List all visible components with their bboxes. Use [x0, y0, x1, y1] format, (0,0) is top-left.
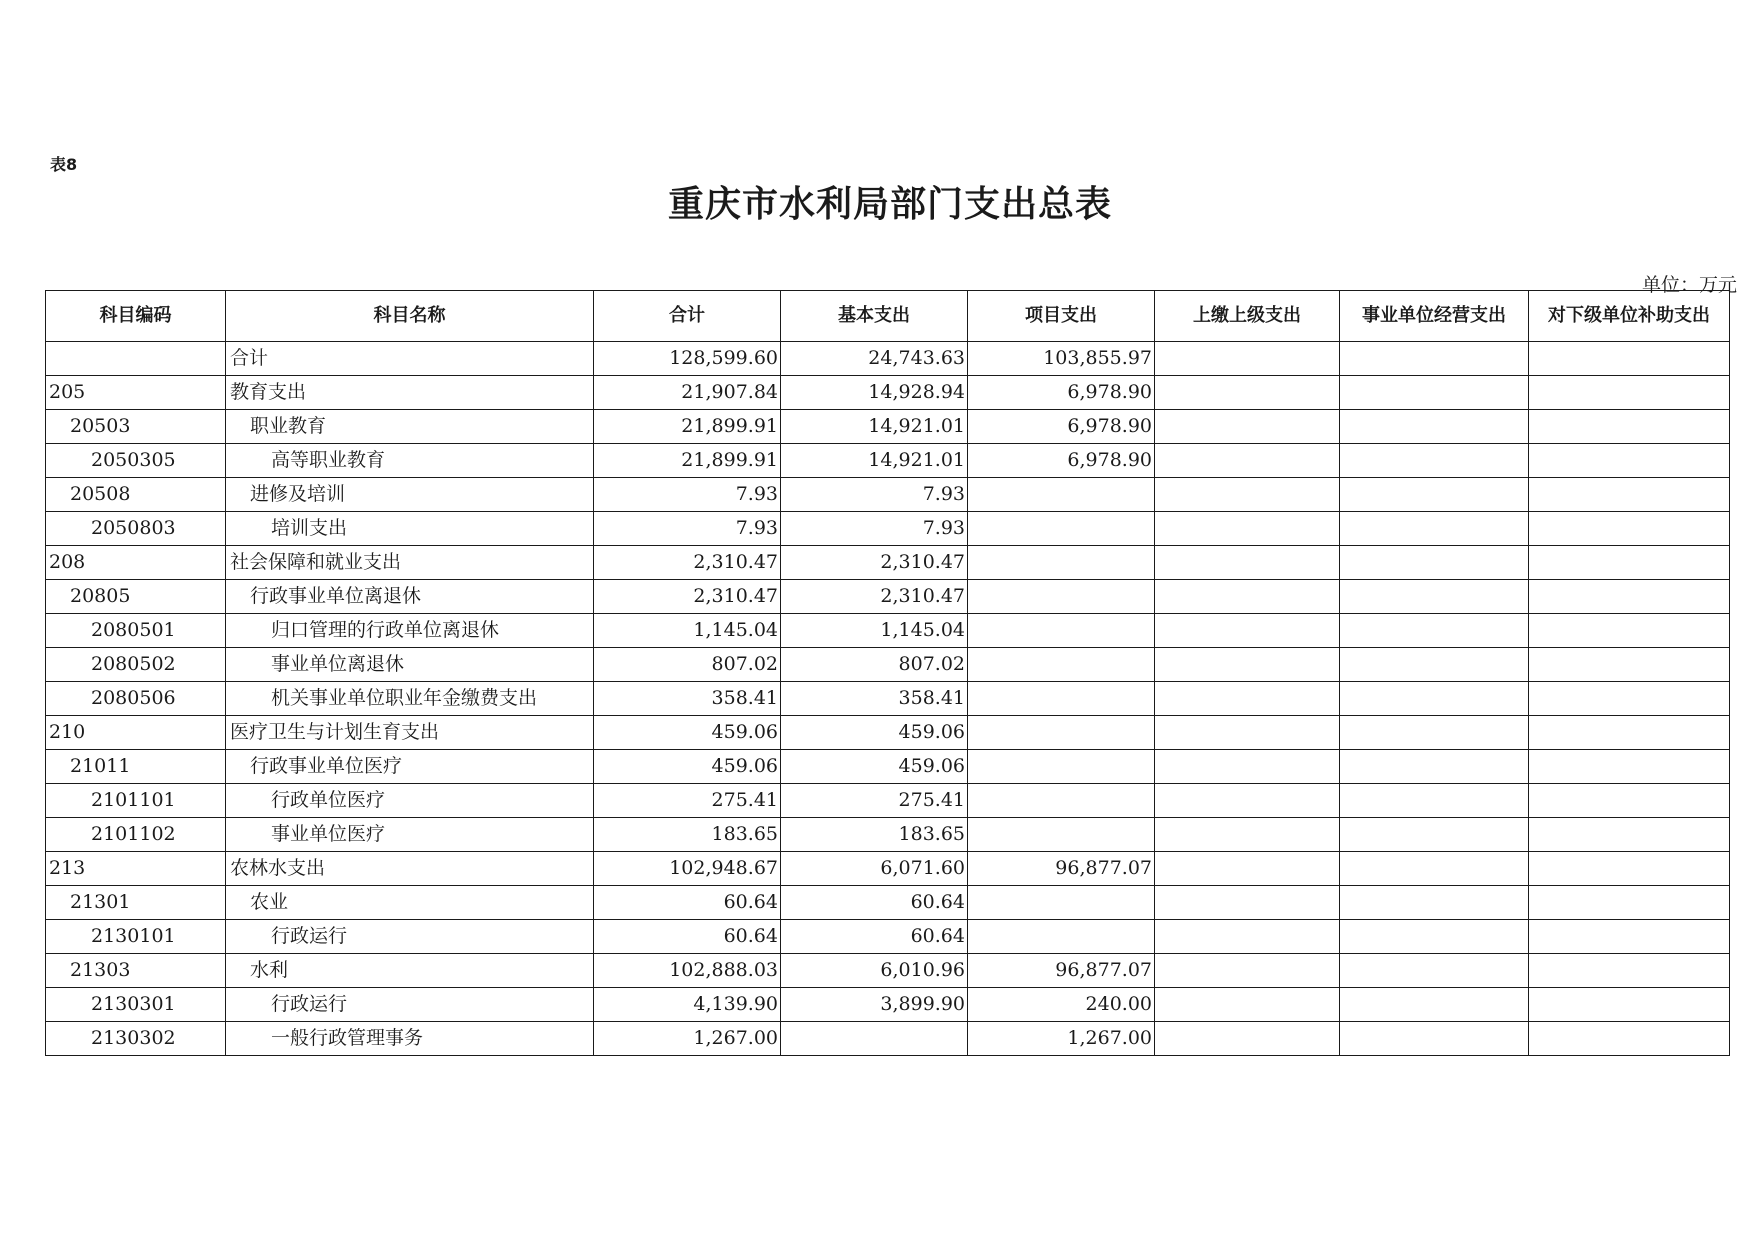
table-row — [46, 342, 1730, 376]
table-number: 表8 — [50, 155, 78, 174]
cell-code: 2080506 — [46, 682, 226, 716]
cell-total: 102,948.67 — [594, 852, 781, 886]
cell-total: 358.41 — [594, 682, 781, 716]
cell-code: 20503 — [46, 410, 226, 444]
table-row — [46, 886, 1730, 920]
cell-code: 2050305 — [46, 444, 226, 478]
table-row — [46, 954, 1730, 988]
cell-business — [1340, 920, 1529, 954]
header-basic: 基本支出 — [781, 291, 968, 342]
cell-business — [1340, 410, 1529, 444]
cell-subsidy — [1529, 886, 1730, 920]
cell-project — [968, 920, 1155, 954]
table-row — [46, 580, 1730, 614]
cell-business — [1340, 580, 1529, 614]
cell-project — [968, 512, 1155, 546]
cell-upper — [1155, 376, 1340, 410]
cell-name: 行政单位医疗 — [226, 784, 594, 818]
cell-upper — [1155, 342, 1340, 376]
cell-project — [968, 478, 1155, 512]
cell-total: 128,599.60 — [594, 342, 781, 376]
cell-project: 96,877.07 — [968, 852, 1155, 886]
cell-name: 农业 — [226, 886, 594, 920]
cell-name: 行政事业单位医疗 — [226, 750, 594, 784]
table-row — [46, 988, 1730, 1022]
header-name: 科目名称 — [226, 291, 594, 342]
cell-code: 2101101 — [46, 784, 226, 818]
cell-project: 6,978.90 — [968, 410, 1155, 444]
cell-upper — [1155, 444, 1340, 478]
cell-code: 2130101 — [46, 920, 226, 954]
cell-total: 7.93 — [594, 512, 781, 546]
cell-basic — [781, 1022, 968, 1056]
cell-basic: 60.64 — [781, 920, 968, 954]
table-body — [46, 342, 1730, 1056]
cell-project: 96,877.07 — [968, 954, 1155, 988]
cell-business — [1340, 954, 1529, 988]
cell-total: 4,139.90 — [594, 988, 781, 1022]
cell-total: 21,899.91 — [594, 444, 781, 478]
cell-upper — [1155, 1022, 1340, 1056]
cell-project: 240.00 — [968, 988, 1155, 1022]
cell-business — [1340, 682, 1529, 716]
cell-name: 高等职业教育 — [226, 444, 594, 478]
cell-total: 459.06 — [594, 716, 781, 750]
cell-upper — [1155, 478, 1340, 512]
cell-subsidy — [1529, 342, 1730, 376]
cell-business — [1340, 342, 1529, 376]
cell-upper — [1155, 818, 1340, 852]
cell-subsidy — [1529, 920, 1730, 954]
cell-basic: 459.06 — [781, 750, 968, 784]
cell-business — [1340, 818, 1529, 852]
cell-total: 7.93 — [594, 478, 781, 512]
cell-total: 1,267.00 — [594, 1022, 781, 1056]
cell-business — [1340, 852, 1529, 886]
cell-upper — [1155, 512, 1340, 546]
cell-subsidy — [1529, 716, 1730, 750]
cell-upper — [1155, 988, 1340, 1022]
cell-upper — [1155, 648, 1340, 682]
cell-business — [1340, 614, 1529, 648]
cell-code: 21303 — [46, 954, 226, 988]
cell-subsidy — [1529, 444, 1730, 478]
cell-upper — [1155, 682, 1340, 716]
cell-total: 807.02 — [594, 648, 781, 682]
cell-name: 行政事业单位离退休 — [226, 580, 594, 614]
cell-name: 水利 — [226, 954, 594, 988]
cell-basic: 275.41 — [781, 784, 968, 818]
cell-project — [968, 682, 1155, 716]
cell-name: 行政运行 — [226, 988, 594, 1022]
cell-upper — [1155, 716, 1340, 750]
cell-basic: 14,921.01 — [781, 444, 968, 478]
cell-basic: 358.41 — [781, 682, 968, 716]
cell-basic: 7.93 — [781, 478, 968, 512]
cell-subsidy — [1529, 954, 1730, 988]
table-row — [46, 444, 1730, 478]
cell-name: 培训支出 — [226, 512, 594, 546]
cell-subsidy — [1529, 478, 1730, 512]
cell-upper — [1155, 546, 1340, 580]
cell-basic: 24,743.63 — [781, 342, 968, 376]
cell-basic: 6,010.96 — [781, 954, 968, 988]
cell-subsidy — [1529, 376, 1730, 410]
cell-upper — [1155, 580, 1340, 614]
cell-basic: 60.64 — [781, 886, 968, 920]
cell-business — [1340, 1022, 1529, 1056]
cell-basic: 3,899.90 — [781, 988, 968, 1022]
cell-upper — [1155, 614, 1340, 648]
cell-total: 102,888.03 — [594, 954, 781, 988]
cell-code: 21301 — [46, 886, 226, 920]
cell-basic: 7.93 — [781, 512, 968, 546]
cell-total: 60.64 — [594, 886, 781, 920]
cell-project — [968, 580, 1155, 614]
cell-basic: 14,928.94 — [781, 376, 968, 410]
cell-total: 2,310.47 — [594, 580, 781, 614]
cell-code: 208 — [46, 546, 226, 580]
cell-total: 459.06 — [594, 750, 781, 784]
cell-code — [46, 342, 226, 376]
cell-code: 2050803 — [46, 512, 226, 546]
table-row — [46, 546, 1730, 580]
cell-upper — [1155, 954, 1340, 988]
cell-name: 机关事业单位职业年金缴费支出 — [226, 682, 594, 716]
table-row — [46, 920, 1730, 954]
cell-name: 农林水支出 — [226, 852, 594, 886]
cell-total: 183.65 — [594, 818, 781, 852]
cell-business — [1340, 716, 1529, 750]
cell-name: 社会保障和就业支出 — [226, 546, 594, 580]
table-row — [46, 750, 1730, 784]
cell-business — [1340, 886, 1529, 920]
cell-code: 213 — [46, 852, 226, 886]
cell-business — [1340, 784, 1529, 818]
page-title: 重庆市水利局部门支出总表 — [667, 184, 1112, 225]
cell-subsidy — [1529, 580, 1730, 614]
cell-total: 1,145.04 — [594, 614, 781, 648]
cell-business — [1340, 478, 1529, 512]
cell-basic: 807.02 — [781, 648, 968, 682]
cell-code: 20508 — [46, 478, 226, 512]
cell-name: 职业教育 — [226, 410, 594, 444]
table-row — [46, 410, 1730, 444]
header-code: 科目编码 — [46, 291, 226, 342]
cell-project: 103,855.97 — [968, 342, 1155, 376]
cell-project — [968, 784, 1155, 818]
cell-upper — [1155, 784, 1340, 818]
cell-business — [1340, 546, 1529, 580]
table-row — [46, 376, 1730, 410]
cell-subsidy — [1529, 852, 1730, 886]
cell-code: 2130302 — [46, 1022, 226, 1056]
table-row — [46, 1022, 1730, 1056]
table-row — [46, 716, 1730, 750]
table-row — [46, 512, 1730, 546]
cell-code: 205 — [46, 376, 226, 410]
cell-upper — [1155, 920, 1340, 954]
cell-code: 20805 — [46, 580, 226, 614]
cell-subsidy — [1529, 750, 1730, 784]
cell-name: 教育支出 — [226, 376, 594, 410]
cell-business — [1340, 750, 1529, 784]
table-row — [46, 614, 1730, 648]
header-upper: 上缴上级支出 — [1155, 291, 1340, 342]
cell-name: 合计 — [226, 342, 594, 376]
header-subsidy: 对下级单位补助支出 — [1529, 291, 1730, 342]
cell-project: 1,267.00 — [968, 1022, 1155, 1056]
cell-business — [1340, 988, 1529, 1022]
cell-basic: 14,921.01 — [781, 410, 968, 444]
cell-basic: 1,145.04 — [781, 614, 968, 648]
cell-project — [968, 750, 1155, 784]
cell-code: 2080502 — [46, 648, 226, 682]
cell-basic: 6,071.60 — [781, 852, 968, 886]
cell-total: 2,310.47 — [594, 546, 781, 580]
table-row — [46, 818, 1730, 852]
cell-code: 2130301 — [46, 988, 226, 1022]
cell-business — [1340, 648, 1529, 682]
cell-project: 6,978.90 — [968, 444, 1155, 478]
cell-name: 事业单位医疗 — [226, 818, 594, 852]
cell-name: 行政运行 — [226, 920, 594, 954]
table-row — [46, 648, 1730, 682]
cell-subsidy — [1529, 614, 1730, 648]
cell-total: 60.64 — [594, 920, 781, 954]
header-project: 项目支出 — [968, 291, 1155, 342]
cell-name: 一般行政管理事务 — [226, 1022, 594, 1056]
cell-code: 2080501 — [46, 614, 226, 648]
cell-upper — [1155, 750, 1340, 784]
cell-subsidy — [1529, 1022, 1730, 1056]
cell-subsidy — [1529, 546, 1730, 580]
cell-code: 210 — [46, 716, 226, 750]
cell-subsidy — [1529, 988, 1730, 1022]
cell-project — [968, 614, 1155, 648]
cell-business — [1340, 512, 1529, 546]
cell-subsidy — [1529, 784, 1730, 818]
table-row — [46, 784, 1730, 818]
cell-project — [968, 716, 1155, 750]
cell-upper — [1155, 852, 1340, 886]
header-total: 合计 — [594, 291, 781, 342]
cell-basic: 183.65 — [781, 818, 968, 852]
table-row — [46, 478, 1730, 512]
cell-project — [968, 546, 1155, 580]
table-row — [46, 852, 1730, 886]
cell-business — [1340, 376, 1529, 410]
cell-total: 21,907.84 — [594, 376, 781, 410]
table-row — [46, 682, 1730, 716]
cell-basic: 2,310.47 — [781, 580, 968, 614]
cell-total: 21,899.91 — [594, 410, 781, 444]
cell-upper — [1155, 410, 1340, 444]
header-row — [46, 291, 1730, 342]
cell-code: 21011 — [46, 750, 226, 784]
cell-code: 2101102 — [46, 818, 226, 852]
cell-subsidy — [1529, 682, 1730, 716]
cell-name: 进修及培训 — [226, 478, 594, 512]
header-business: 事业单位经营支出 — [1340, 291, 1529, 342]
cell-project — [968, 886, 1155, 920]
cell-project: 6,978.90 — [968, 376, 1155, 410]
cell-project — [968, 648, 1155, 682]
cell-business — [1340, 444, 1529, 478]
cell-upper — [1155, 886, 1340, 920]
cell-name: 归口管理的行政单位离退休 — [226, 614, 594, 648]
cell-basic: 2,310.47 — [781, 546, 968, 580]
unit-label: 单位：万元 — [1641, 274, 1737, 296]
cell-total: 275.41 — [594, 784, 781, 818]
cell-name: 事业单位离退休 — [226, 648, 594, 682]
cell-subsidy — [1529, 410, 1730, 444]
cell-basic: 459.06 — [781, 716, 968, 750]
cell-project — [968, 818, 1155, 852]
cell-name: 医疗卫生与计划生育支出 — [226, 716, 594, 750]
cell-subsidy — [1529, 648, 1730, 682]
cell-subsidy — [1529, 818, 1730, 852]
expense-table — [45, 290, 1730, 1056]
cell-subsidy — [1529, 512, 1730, 546]
